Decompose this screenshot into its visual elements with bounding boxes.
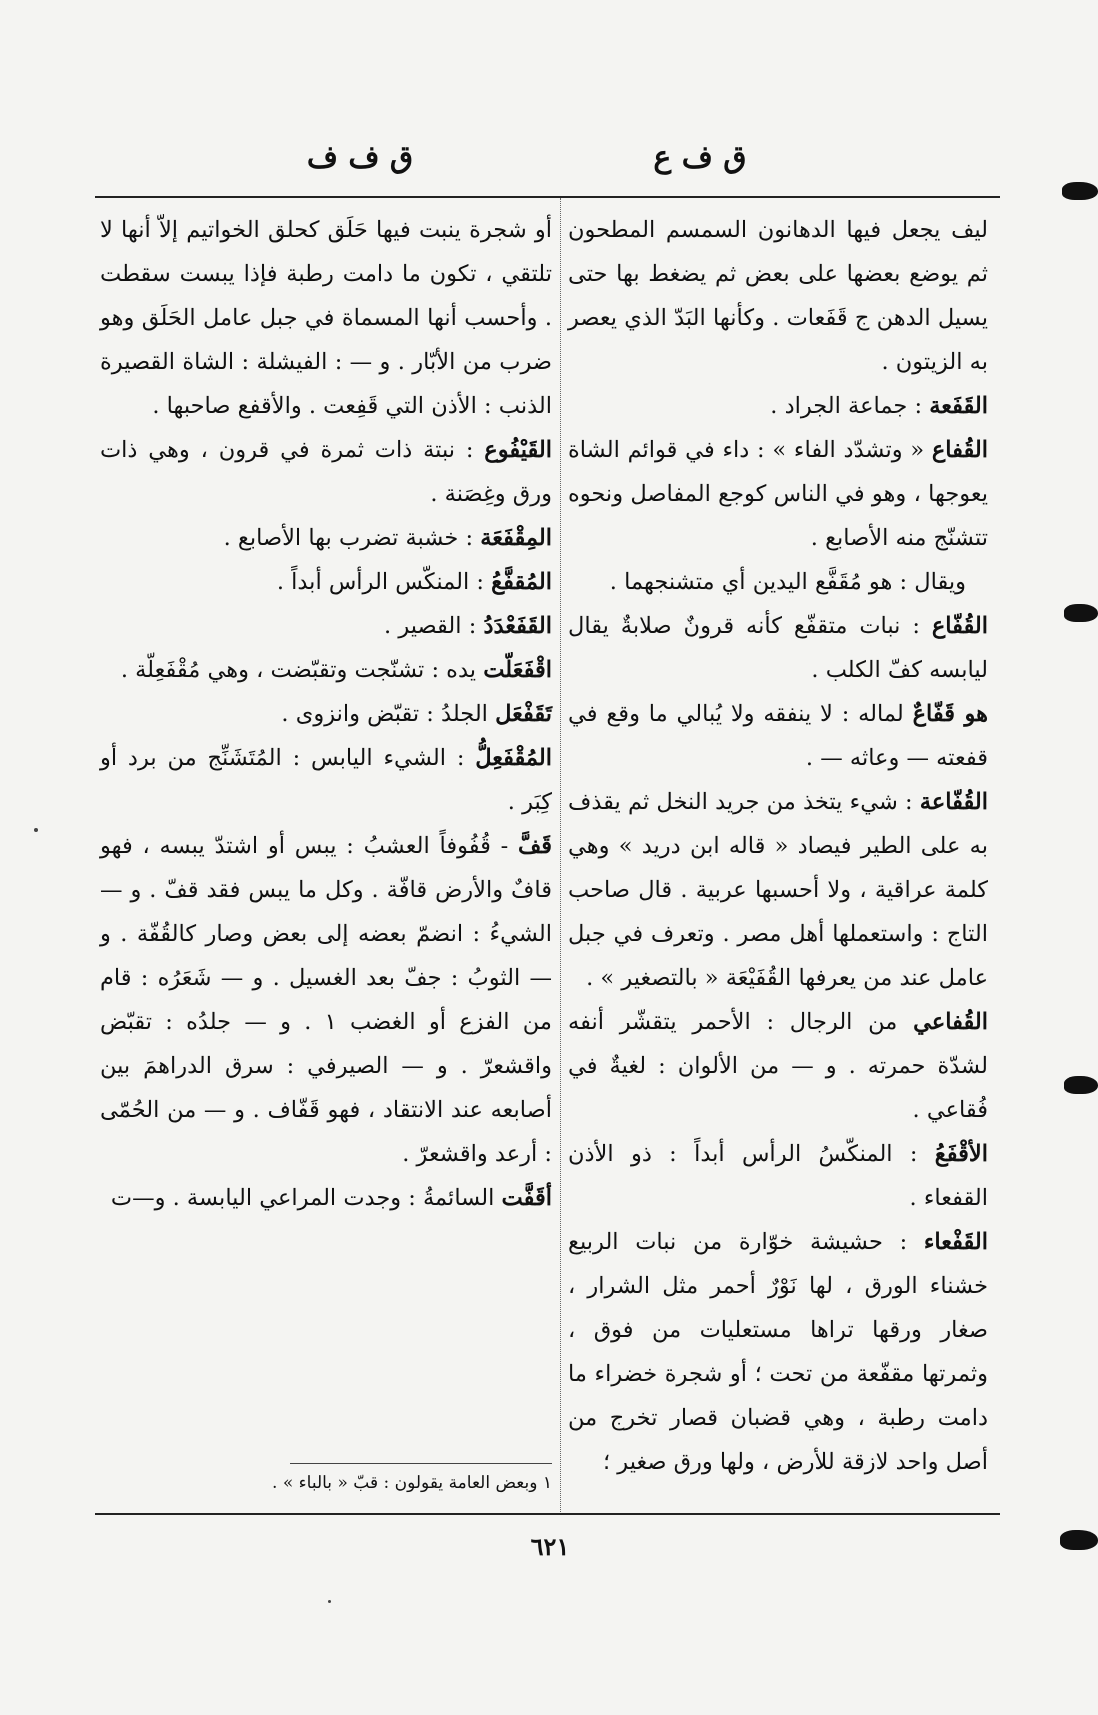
dictionary-entry — [568, 428, 988, 560]
entry-definition: ليف يجعل فيها الدهانون السمسم المطحون ثم يوضع بعضها على بعض ثم يضغط بها حتى يسيل الدهن ج قَفَعات . وكأنها البَدّ الذي يعصر به الزيتون . — [568, 217, 988, 375]
top-rule — [95, 196, 1000, 198]
dictionary-entry — [568, 604, 988, 692]
entry-headword: أقَفَّت — [501, 1185, 552, 1211]
scan-mark — [1062, 182, 1098, 200]
entry-definition: : جماعة الجراد . — [770, 393, 930, 419]
entry-definition: : نبتة ذات ثمرة في قرون ، وهي ذات ورق وغِصَنة . — [100, 437, 552, 507]
entry-headword: المِقْفَعَة — [480, 525, 552, 551]
bottom-rule — [95, 1513, 1000, 1515]
page-header-left: ق ف ف — [306, 140, 414, 175]
entry-definition: « وتشدّد الفاء » : داء في قوائم الشاة يعوجها ، وهو في الناس كوجع المفاصل ونحوه تتشنّج منه الأصابع . — [568, 437, 988, 551]
scan-mark — [1064, 604, 1098, 622]
dictionary-entry — [568, 1000, 988, 1132]
dictionary-entry — [100, 648, 552, 692]
entry-headword: اقْفَعَلّت — [483, 657, 552, 683]
entry-definition: يده : تشنّجت وتقبّضت ، وهي مُقْفَعِلّة . — [120, 657, 484, 683]
footnote-rule — [290, 1463, 552, 1464]
dictionary-entry — [100, 604, 552, 648]
entry-definition: الجلدُ : تقبّض وانزوى . — [281, 701, 496, 727]
left-column — [100, 208, 552, 1220]
scan-speck — [34, 828, 38, 832]
entry-headword: القُفاع — [931, 437, 988, 463]
dictionary-entry — [100, 560, 552, 604]
right-column — [568, 208, 988, 1484]
entry-definition: : نبات متقفّع كأنه قرونٌ صلابةٌ يقال ليابسه كفّ الكلب . — [568, 613, 988, 683]
dictionary-entry — [100, 824, 552, 1176]
entry-definition: ويقال : هو مُقَفَّع اليدين أي متشنجهما . — [609, 569, 966, 595]
dictionary-entry — [568, 208, 988, 384]
dictionary-entry — [568, 384, 988, 428]
entry-headword: الأقْفَعُ — [934, 1141, 988, 1167]
page-header-right: ق ف ع — [653, 140, 747, 175]
entry-definition: : القصير . — [384, 613, 484, 639]
dictionary-entry — [568, 780, 988, 1000]
dictionary-entry — [100, 692, 552, 736]
entry-definition: : شيء يتخذ من جريد النخل ثم يقذف به على الطير فيصاد « قاله ابن دريد » وهي كلمة عراقية ، ولا أحسبها عربية . قال صاحب التاج : واستعملها أهل مصر . وتعرف في جبل عامل عند من يعرفها القُفَيْعَة « بالتصغير » . — [568, 789, 988, 991]
dictionary-entry — [100, 516, 552, 560]
scan-mark — [1064, 1076, 1098, 1094]
dictionary-entry — [100, 736, 552, 824]
entry-definition: من الرجال : الأحمر يتقشّر أنفه لشدّة حمرته . و — من الألوان : لغيةٌ في فُقاعي . — [568, 1009, 988, 1123]
dictionary-entry — [568, 560, 988, 604]
entry-headword: القُفّاع — [931, 613, 988, 639]
entry-definition: : المنكّسُ الرأس أبداً : ذو الأذن القفعاء . — [568, 1141, 988, 1211]
column-divider — [560, 198, 561, 1512]
entry-definition: السائمةُ : وجدت المراعي اليابسة . و—ت — [110, 1185, 502, 1211]
entry-headword: القَفَعة — [929, 393, 988, 419]
entry-definition: - قُفُوفاً العشبُ : يبس أو اشتدّ يبسه ، فهو قافٌ والأرض قافّة . وكل ما يبس فقد قفّ . و — الشيءُ : انضمّ بعضه إلى بعض وصار كالقُفّة . و — الثوبُ : جفّ بعد الغسيل . و — شَعَرُه : قام من الفزع أو الغضب ١ . و — جلدُه : تقبّض واقشعرّ . و — الصيرفي : سرق الدراهمَ بين أصابعه عند الانتقاد ، فهو قَفّاف . و — من الحُمّى : أرعد واقشعرّ . — [100, 833, 552, 1167]
entry-definition: لماله : لا ينفقه ولا يُبالي ما وقع في قفعته — وعاثه — . — [568, 701, 988, 771]
entry-headword: القَفْعاء — [923, 1229, 988, 1255]
entry-definition: : الشيء اليابس : المُتَشَنِّج من برد أو كِبَر . — [100, 745, 552, 815]
entry-headword: القُفّاعة — [919, 789, 988, 815]
entry-headword: قَفَّ — [517, 833, 552, 859]
dictionary-entry — [568, 692, 988, 780]
dictionary-entry — [100, 1176, 552, 1220]
dictionary-entry — [100, 428, 552, 516]
dictionary-entry — [568, 1132, 988, 1220]
scan-speck — [328, 1600, 331, 1603]
entry-headword: هو قَفّاعٌ — [912, 701, 988, 727]
entry-definition: أو شجرة ينبت فيها حَلَق كحلق الخواتيم إلاّ أنها لا تلتقي ، تكون ما دامت رطبة فإذا يبست سقطت . وأحسب أنها المسماة في جبل عامل الحَلَق وهو ضرب من الأبّار . و — : الفيشلة : الشاة القصيرة الذنب : الأذن التي قَفِعت . والأقفع صاحبها . — [100, 217, 552, 419]
footnote: ١ وبعض العامة يقولون : قبّ « بالباء » . — [272, 1473, 552, 1493]
scan-mark — [1060, 1530, 1098, 1550]
dictionary-entry — [568, 1220, 988, 1484]
entry-headword: القَيْفُوع — [484, 437, 552, 463]
entry-headword: المُقفَّعُ — [491, 569, 552, 595]
entry-definition: : المنكّس الرأس أبداً . — [276, 569, 492, 595]
entry-headword: القَفَعْدَدُ — [483, 613, 552, 639]
entry-headword: المُقْفَعِلُّ — [475, 745, 552, 771]
dictionary-entry — [100, 208, 552, 428]
entry-headword: تَقَفْعَل — [495, 701, 552, 727]
page-number: ٦٢١ — [530, 1532, 570, 1561]
entry-headword: القُفاعي — [913, 1009, 988, 1035]
entry-definition: : حشيشة خوّارة من نبات الربيع خشناء الورق ، لها نَوْرٌ أحمر مثل الشرار ، صغار ورقها تراها مستعليات من فوق ، وثمرتها مقفّعة من تحت ؛ أو شجرة خضراء ما دامت رطبة ، وهي قضبان قصار تخرج من أصل واحد لازقة للأرض ، ولها ورق صغير ؛ — [568, 1229, 988, 1475]
entry-definition: : خشبة تضرب بها الأصابع . — [223, 525, 481, 551]
